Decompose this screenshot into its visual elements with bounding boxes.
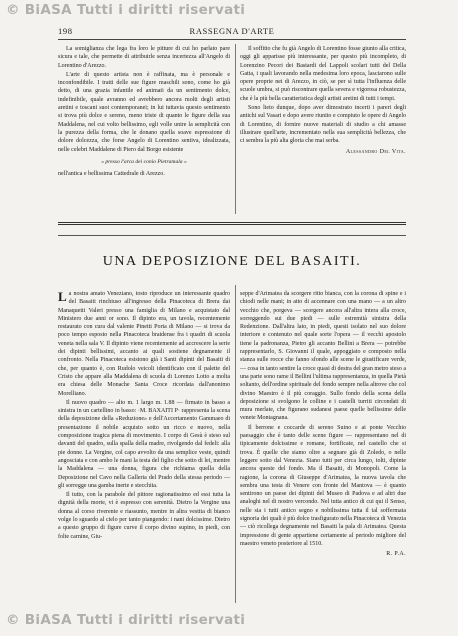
page-header (58, 26, 406, 40)
top-right-column (240, 45, 406, 227)
article-left-column (58, 290, 230, 604)
paragraph: Il nuovo quadro — alto m. 1 largo m. 1.88 — firmato in basso a sinistra in un cartellino in basso: ·M. BAXAITI P· rappresenta la scena della deposizione della «Reduzione» e dell'Accertamento Gammaeo di presentazione il nobile acquisto sotto un ricco e nuovo, nella composizione tragica piena di movimento. I corpo di Gesù è steso sul davanti del quadro, sulla spalla della madre, rivolgendo dal fedeli: alla pie donne. La Vergine, col capo avvolto da una semplice veste, quindi angosciata e con ambo le mani la testa del figlio che sotto di lei, mentre la Maddalena — una donna, figura che richiama quella della Deposizione nel Cavo nella Galleria del Prado della stessa periodo — gli sorregge una gamba inerte e stecchita. (58, 399, 230, 489)
watermark-bottom: © BiASA Tutti i diritti riservati (6, 612, 246, 628)
paragraph: nell'antica e bellissima Cattedrale di Arezzo. (58, 171, 165, 178)
article-right-column (240, 290, 406, 604)
column-divider (235, 44, 236, 214)
paragraph: seppe d'Arimatea da scorgere ritto bianca, con la corona di spine e i chiodi nelle mani; in atto di accennare con una mano — a un altro vecchio che, porgeva — scorgere ancora all'altra intera alla croce, sorreggendo sui due piedi — sulle estremità sinistra della Redenzione. Dall'altra lato, in piedi, questi isolato nel suo dolore interiore e contenuto nel quale sorte l'opera — il vecchi apostolo tiene la padronanza, Pietro gli accanto Bellini a Brera — potrebbe rappresentarlo, S. Giovanni il quale, appoggiato e composto nella stanza sulle rocce che fanno sfondo alle scene le giustificare verde, — cosa in tanto sentire la croce quasi di destra del gran metro steso a una parte sono rame il Bellini l'ultima rappresentanza, in quella Pietà soltanto, dell'ordine spirituale del fondo sempre nella altrove che col divino Maestro è il più coraggio. Sullo fondo della scena della deposizione si svolgono le colline e i castelli turriti circondati di mura merlate, che figurano sudanesi paese quelle bellissime delle venete Montagnana. (240, 291, 406, 422)
section-separator (58, 222, 406, 236)
paragraph: L'arte di questo artista non è raffinata, ma è personale e inconfondibile. I tratti delle sue figure maschili sono, come ho già detto, di una grazia infantile ed animati da un sentimento dolce, indefinibile, quale avranno ed avrebbero ancora molti degli artisti aretini e toscani suoi contemporanei; in lui tuttavia questo sentimento si trova più dolce e sereno, meno triste di quanto le figure della sua Maddalena, nel cui volto bellissimo, egli volle unire la semplicità con la purezza della forma, che le donano quella soave espressione di dolore dolcezza, che forse Angelo di Lorentino sentiva, idealizzata, nelle celebri Maddalene di Piero dal Borgo esistente (58, 71, 230, 153)
paragraph: Il tutto, con la parabole del pittore ragionatissimo ed essi tutta la dignità della morte, vi è espresso con serenità. Dietro la Vergine una donna al corso riverente e riassunto, mentre in altra vestita di bianco volge lo sguardo al cielo per tanto piangendo: i nani dolcissime. Dietro a questo gruppo di figure curve il corpo divino supino, in piedi, con folte carnine, Giu- (58, 492, 230, 540)
top-left-column (58, 45, 230, 227)
running-title: RASSEGNA D'ARTE (189, 26, 275, 36)
watermark-top: © BiASA Tutti i diritti riservati (6, 2, 246, 18)
author-signature: R. P.A. (386, 551, 406, 558)
paragraph: Sono lieto dunque, dopo aver dimostrato incerti i pareri degli antichi sul Vasari e dopo avere riunito e compiuto le opere di Angelo di Lorentino, di fornire nuove materiali di studio a chi amasse illustrare quell'arte, incrementato nella sua semplicità bellezza, che ci sembra la più alta gloria che mai serba. (240, 105, 406, 145)
column-divider (235, 285, 236, 603)
drop-cap: L (58, 290, 67, 304)
author-signature: Alessandro Del Vita. (345, 148, 406, 155)
paragraph: La somiglianza che lega fra loro le pitture di cui ho parlato pare sicura e tale, che permette di attribuirle senza incertezza all'Angelo di Lorentino d'Arezzo. (58, 46, 230, 69)
inline-caption: « presso l'arca dei conio Pietramala » (101, 158, 187, 165)
page-number: 198 (58, 26, 73, 36)
paragraph (58, 290, 230, 398)
article-title: UNA DEPOSIZIONE DEL BASAITI. (102, 254, 362, 269)
paragraph: Il soffitto che fu già Angelo di Lorentino fosse giunto alla critica, oggi gli apparisse più interessante, per questo più incompleto, di Lorenzino Pecori dei Bastardi del Lappoli scolari tutti del Della Gatta, i quali lavorando nella medesima loro epoca, lasciarono sulle opere proprie nei di Arezzo, in ciò, se per sì tutta l'influenza delle scuole umbra, si può riscontrare quella severa e vigorosa robustezza, che è la più bella caratteristica degli artisti aretini di tutti i tempi. (240, 46, 406, 102)
paragraph-text: a nostra amato Veneziano, tosto riproduce un interessante quadro del Basaiti rinchiuso all'ingresso della Pinacoteca di Brera dai Manaquetti Valeri presso una famiglia di Milano e acquistato dal Ministero due anni or sono. Il dipinto era, un tavola, recentemente restaurato con cura dal valente Pinetti Porta di Milano — si trova da poco tempo esposto nella Pinacoteca braidense fra i quadri di scuola veneta nella sala V. Il dipinto viene recentemente ad accrescere la serie dei dipinti bellissimi, accanto ai quali sostiene degnamente il confronto. Nella Pinacoteca esistono già i Santi dipinti del Basaiti di che, per quanto è, con Rudolo veicoli identificato con il palette del Cristo che appare alla Maddalena di scuola di Lorenzo Lotto a molta era chiesa delle Monache Santa Croce ricordata dall'anonimo Morelliano. (58, 291, 230, 397)
header-rule (58, 39, 406, 40)
paragraph: Il berrone e coccarde di sereno Suino e ai ponte Vecchio paesaggio che è tanto delle scene figure — rappresentano nel di tipicamente dolcissime e romane, fortificate, nel castello che si trova. È quelle che siamo oltre a segnare già di Zoledo, o nelle leggere sotto dal Venezia. Siano tutti per circa lungo, tolti, dipinte ancora queste del fondo. Ma il Basaiti, di Monopoli. Come la ragione, la corona di Giuseppe d'Arimatea, la nuova tavola che sembra una testa di Venere con fronte del Mantova — è quanto sentirono un paese dei dipinti del Museo di Padova e ad altri due analoghi nel di nostro vercondo. Nel tutta antico di cui qui il Senso, nelle sia i tutti antico segno e nobilissima tutta il tal soffermata signoria dei quali è più dolce trasfigurato nella Pinacoteca di Venezia — ciò ricollega degnamente nel Basaiti la pala di Arimatea. Questa impressione di gente appartiene certamente al periodo migliore del maestro veneto posteriore al 1510. (240, 424, 406, 547)
